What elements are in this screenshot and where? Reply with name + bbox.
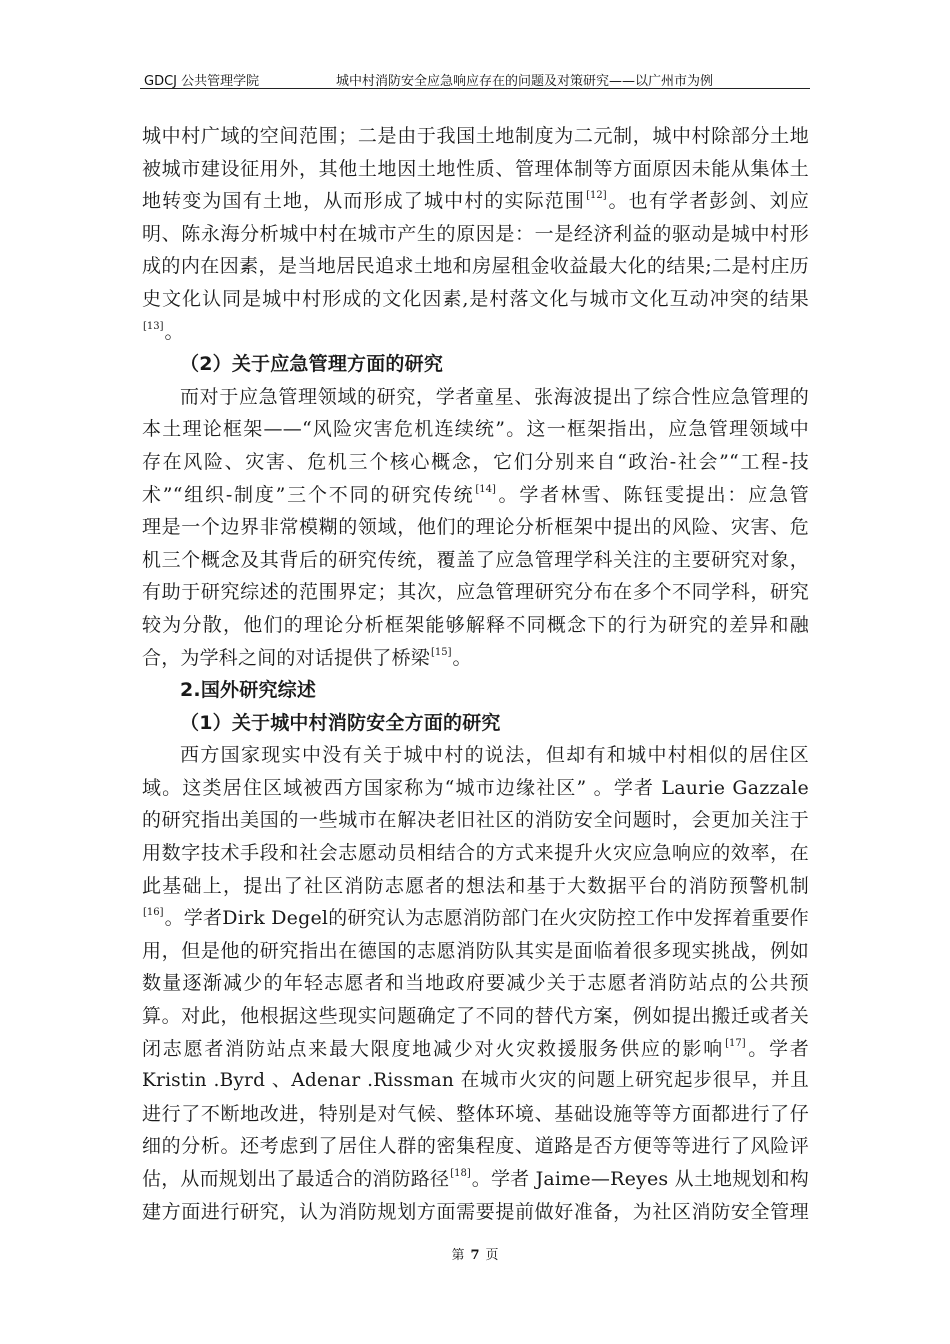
text-line: 史文化认同是城中村形成的文化因素,是村落文化与城市文化互动冲突的结果 bbox=[142, 287, 809, 310]
body-text bbox=[142, 120, 809, 1228]
citation-ref: [17] bbox=[725, 1037, 746, 1049]
page-footer bbox=[0, 1244, 950, 1263]
subsection-heading: （1）关于城中村消防安全方面的研究 bbox=[180, 711, 501, 734]
text-line: [16]。学者Dirk Degel的研究认为志愿消防部门在火灾防控工作中发挥着重要作 bbox=[143, 907, 809, 930]
text-line: 用数字技术手段和社会志愿动员相结合的方式来提升火灾应急响应的效率，在 bbox=[142, 842, 809, 865]
text-line: 西方国家现实中没有关于城中村的说法，但却有和城中村相似的居住区 bbox=[180, 744, 809, 767]
text-line: 合，为学科之间的对话提供了桥梁[15]。 bbox=[142, 646, 472, 669]
text-line: 算。对此，他根据这些现实问题确定了不同的替代方案，例如提出搬迁或者关 bbox=[142, 1005, 809, 1028]
citation-ref: [14] bbox=[475, 483, 496, 495]
footer-suffix: 页 bbox=[485, 1248, 499, 1263]
text-line: 地转变为国有土地，从而形成了城中村的实际范围[12]。也有学者彭剑、刘应 bbox=[142, 190, 809, 213]
text-line: 细的分析。还考虑到了居住人群的密集程度、道路是否方便等等进行了风险评 bbox=[142, 1135, 809, 1158]
text-line: 机三个概念及其背后的研究传统，覆盖了应急管理学科关注的主要研究对象， bbox=[142, 548, 809, 571]
text-line: 本土理论框架——“风险灾害危机连续统”。这一框架指出，应急管理领域中 bbox=[142, 418, 809, 441]
text-line: 较为分散，他们的理论分析框架能够解释不同概念下的行为研究的差异和融 bbox=[142, 613, 809, 636]
page-number: 7 bbox=[470, 1248, 480, 1263]
text-line: 成的内在因素，是当地居民追求土地和房屋租金收益最大化的结果;二是村庄历 bbox=[142, 255, 809, 278]
footer-prefix: 第 bbox=[451, 1248, 465, 1263]
citation-ref: [13] bbox=[143, 320, 164, 332]
header-rule bbox=[140, 88, 810, 89]
text-line: 城中村广域的空间范围；二是由于我国土地制度为二元制，城中村除部分土地 bbox=[142, 125, 809, 147]
citation-ref: [15] bbox=[431, 646, 452, 658]
text-line: 而对于应急管理领域的研究，学者童星、张海波提出了综合性应急管理的 bbox=[180, 385, 809, 408]
text-line: 用，但是他的研究指出在德国的志愿消防队其实是面临着很多现实挑战，例如 bbox=[142, 939, 809, 962]
text-line: 数量逐渐减少的年轻志愿者和当地政府要减少关于志愿者消防站点的公共预 bbox=[142, 972, 809, 995]
text-line: 估，从而规划出了最适合的消防路径[18]。学者 Jaime—Reyes 从土地规划和构 bbox=[142, 1168, 809, 1190]
text-line: 进行了不断地改进，特别是对气候、整体环境、基础设施等等方面都进行了仔 bbox=[142, 1102, 809, 1125]
text-line: 有助于研究综述的范围界定；其次，应急管理研究分布在多个不同学科，研究 bbox=[142, 581, 809, 604]
citation-ref: [16] bbox=[143, 907, 164, 919]
text-line: 建方面进行研究，认为消防规划方面需要提前做好准备，为社区消防安全管理 bbox=[142, 1200, 809, 1223]
text-line: Kristin .Byrd 、Adenar .Rissman 在城市火灾的问题上研究起步很早，并且 bbox=[142, 1070, 809, 1092]
header-institution: GDCJ 公共管理学院 bbox=[144, 74, 260, 89]
text-line: 被城市建设征用外，其他土地因土地性质、管理体制等方面原因未能从集体土 bbox=[142, 157, 809, 180]
text-line: 域。这类居住区域被西方国家称为“城市边缘社区” 。学者 Laurie Gazzale bbox=[142, 776, 809, 799]
text-line: 术”“组织-制度”三个不同的研究传统[14]。学者林雪、陈钰雯提出：应急管 bbox=[142, 483, 809, 506]
section-heading: 2.国外研究综述 bbox=[180, 679, 317, 702]
text-line: 理是一个边界非常模糊的领域，他们的理论分析框架中提出的风险、灾害、危 bbox=[142, 516, 809, 539]
text-line: 此基础上，提出了社区消防志愿者的想法和基于大数据平台的消防预警机制 bbox=[142, 874, 809, 897]
running-header bbox=[140, 68, 810, 88]
citation-ref: [18] bbox=[450, 1168, 471, 1179]
text-line: 存在风险、灾害、危机三个核心概念，它们分别来自“政治-社会”“工程-技 bbox=[142, 450, 809, 473]
text-line: 闭志愿者消防站点来最大限度地减少对火灾救援服务供应的影响[17]。学者 bbox=[142, 1037, 809, 1060]
citation-ref: [12] bbox=[586, 190, 607, 202]
text-line: [13]。 bbox=[143, 320, 184, 343]
section-heading: （2）关于应急管理方面的研究 bbox=[180, 353, 444, 376]
header-thesis-title: 城中村消防安全应急响应存在的问题及对策研究——以广州市为例 bbox=[336, 74, 714, 89]
text-line: 的研究指出美国的一些城市在解决老旧社区的消防安全问题时，会更加关注于 bbox=[142, 809, 809, 832]
text-line: 明、陈永海分析城中村在城市产生的原因是：一是经济利益的驱动是城中村形 bbox=[142, 222, 809, 245]
